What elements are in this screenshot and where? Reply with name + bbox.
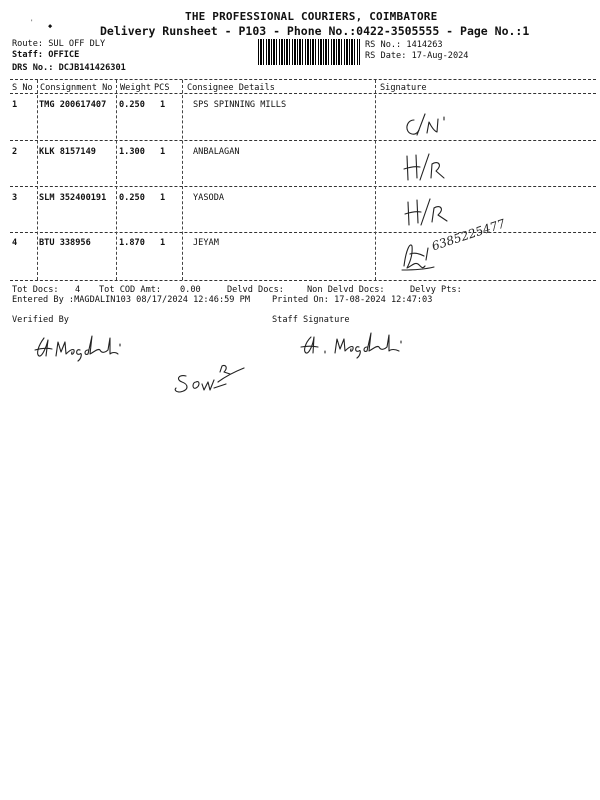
row-3-pcs: 1: [160, 193, 166, 203]
staff-label: Staff: OFFICE: [12, 50, 80, 60]
drs-number: DRS No.: DCJB141426301: [12, 63, 126, 73]
row-1-signature: [400, 108, 470, 138]
runsheet-line: Delivery Runsheet - P103 - Phone No.:0422-3505555 - Page No.:1: [100, 24, 530, 38]
delvy-pts-label: Delvy Pts:: [410, 285, 462, 295]
initials-scribble: [168, 358, 258, 398]
row-2-consignment: KLK 8157149: [39, 147, 96, 157]
col-divider-3: [182, 80, 183, 280]
row-4-consignment: BTU 338956: [39, 238, 91, 248]
row-1-sno: 1: [12, 100, 18, 110]
row-1-consignment: TMG 200617407: [39, 100, 107, 110]
delvd-docs-label: Delvd Docs:: [227, 285, 284, 295]
row-2-consignee: ANBALAGAN: [193, 147, 240, 157]
tot-docs-label: Tot Docs:: [12, 285, 59, 295]
col-header-signature: Signature: [380, 83, 427, 93]
row-2-pcs: 1: [160, 147, 166, 157]
printed-on: Printed On: 17-08-2024 12:47:03: [272, 295, 433, 305]
col-header-weight: Weight: [120, 83, 152, 93]
staff-signature-label: Staff Signature: [272, 315, 350, 325]
small-mark-2: ◆: [48, 22, 53, 30]
tot-cod-value: 0.00: [180, 285, 201, 295]
row-3-consignment: SLM 352400191: [39, 193, 107, 203]
row-divider-2: [10, 186, 596, 187]
rs-date: RS Date: 17-Aug-2024: [365, 51, 469, 61]
col-divider-1: [37, 80, 38, 280]
route-label: Route: SUL OFF DLY: [12, 39, 106, 49]
row-2-sno: 2: [12, 147, 18, 157]
tot-docs-value: 4: [75, 285, 81, 295]
row-4-sno: 4: [12, 238, 18, 248]
row-2-weight: 1.300: [119, 147, 145, 157]
small-mark-1: ': [30, 19, 34, 26]
tot-cod-label: Tot COD Amt:: [99, 285, 162, 295]
staff-signature-mark: [295, 327, 425, 359]
row-4-weight: 1.870: [119, 238, 145, 248]
col-header-consignment: Consignment No: [40, 83, 113, 93]
row-divider-3: [10, 232, 596, 233]
col-header-consignee: Consignee Details: [187, 83, 275, 93]
col-divider-2: [116, 80, 117, 280]
row-1-pcs: 1: [160, 100, 166, 110]
row-3-signature: [400, 192, 470, 228]
verified-by-signature: [30, 330, 150, 362]
non-delvd-docs-label: Non Delvd Docs:: [307, 285, 385, 295]
row-2-signature: [398, 148, 468, 184]
col-header-sno: S No: [12, 83, 33, 93]
row-4-phone-handwritten: 6385225477: [430, 216, 507, 254]
rs-number: RS No.: 1414263: [365, 40, 443, 50]
row-4-pcs: 1: [160, 238, 166, 248]
barcode: [258, 39, 360, 65]
row-3-consignee: YASODA: [193, 193, 225, 203]
row-4-consignee: JEYAM: [193, 238, 219, 248]
col-divider-4: [375, 80, 376, 280]
row-3-sno: 3: [12, 193, 18, 203]
entered-by: Entered By :MAGDALIN103 08/17/2024 12:46:59 PM: [12, 295, 250, 305]
table-top-rule: [10, 79, 596, 80]
table-bottom-rule: [10, 280, 596, 281]
row-divider-1: [10, 140, 596, 141]
verified-by-label: Verified By: [12, 315, 69, 325]
table-header-rule: [10, 93, 596, 94]
row-3-weight: 0.250: [119, 193, 145, 203]
row-1-weight: 0.250: [119, 100, 145, 110]
row-1-consignee: SPS SPINNING MILLS: [193, 100, 287, 110]
company-title: THE PROFESSIONAL COURIERS, COIMBATORE: [185, 10, 438, 23]
col-header-pcs: PCS: [154, 83, 170, 93]
